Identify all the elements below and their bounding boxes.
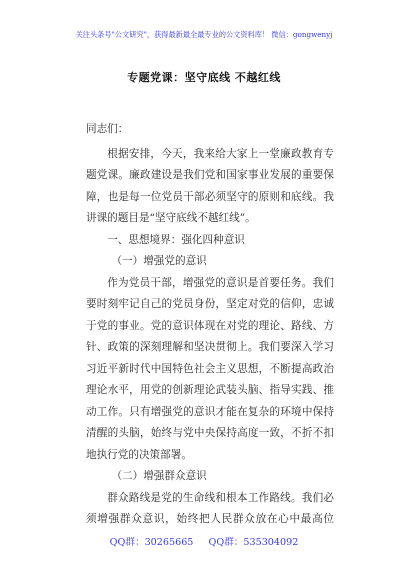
header-notice: 关注头条号"公文研究"，获得最新最全最专业的公文资料库！ 微信：gongwenyj	[75, 30, 333, 39]
document-body-viewport	[0, 119, 408, 529]
subsection-heading-1: （一）增强党的意识	[111, 255, 207, 267]
footer-contact	[0, 534, 408, 548]
greeting: 同志们：	[86, 123, 129, 135]
document-title: 专题党课：坚守底线 不越红线	[127, 71, 281, 84]
subsection-2-paragraph: 群众路线是党的生命线和根本工作路线。我们必须增强群众意识，始终把人民群众放在心中最高位	[86, 491, 334, 525]
footer-qq-group-2: QQ群：535304092	[208, 537, 299, 548]
subsection-heading-2: （二）增强群众意识	[111, 470, 207, 482]
footer-qq-group-1: QQ群：30265665	[109, 537, 194, 548]
intro-paragraph: 根据安排，今天，我来给大家上一堂廉政教育专题党课。廉政建设是我们党和国家事业发展的重要保障，也是每一位党员干部必须坚守的原则和底线。我讲课的题目是“坚守底线不越红线”。	[86, 147, 334, 224]
document-body	[86, 119, 334, 529]
section-heading-1: 一、思想境界：强化四种意识	[107, 233, 245, 246]
subsection-1-paragraph: 作为党员干部，增强党的意识是首要任务。我们要时刻牢记自己的党员身份，坚定对党的信仰，忠诚于党的事业。党的意识体现在对党的理论、路线、方针、政策的深刻理解和坚决贯彻上。我们要深入学习习近平新时代中国特色社会主义思想，不断提高政治理论水平，用党的创新理论武装头脑、指导实践、推动工作。只有增强党的意识才能在复杂的环境中保持清醒的头脑，始终与党中央保持高度一致，不折不扣地执行党的决策部署。	[86, 276, 334, 461]
